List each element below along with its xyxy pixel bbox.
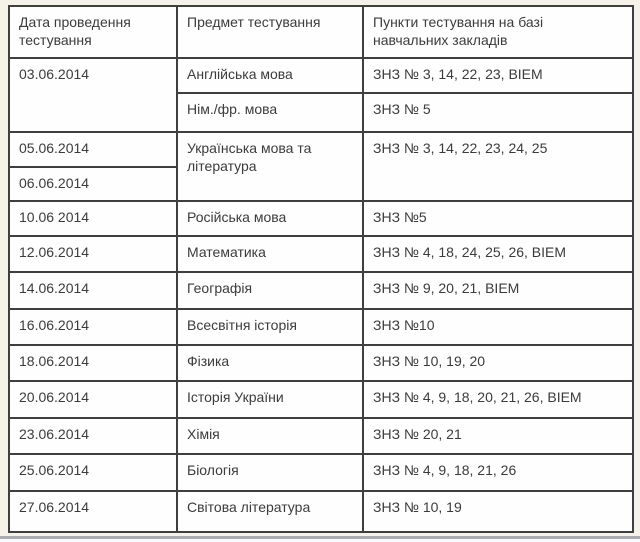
- date-cell: 06.06.2014: [9, 167, 177, 201]
- date-cell: 05.06.2014: [9, 132, 177, 167]
- date-cell: 03.06.2014: [9, 58, 177, 132]
- column-header-subject: Предмет тестування: [177, 6, 363, 58]
- date-cell: 20.06.2014: [9, 381, 177, 418]
- table-row: [9, 201, 633, 236]
- table-row: [9, 454, 633, 491]
- date-cell: 23.06.2014: [9, 418, 177, 454]
- points-cell: ЗНЗ №5: [363, 201, 633, 236]
- points-cell: ЗНЗ № 9, 20, 21, ВІЕМ: [363, 272, 633, 309]
- subject-cell: Історія України: [177, 381, 363, 418]
- points-cell: ЗНЗ № 4, 9, 18, 20, 21, 26, ВІЕМ: [363, 381, 633, 418]
- date-cell: 27.06.2014: [9, 491, 177, 532]
- points-cell: ЗНЗ № 10, 19, 20: [363, 345, 633, 381]
- subject-cell: Нім./фр. мова: [177, 93, 363, 132]
- date-cell: 14.06.2014: [9, 272, 177, 309]
- table-row: [9, 58, 633, 93]
- date-cell: 12.06.2014: [9, 236, 177, 272]
- points-cell: ЗНЗ № 4, 18, 24, 25, 26, ВІЕМ: [363, 236, 633, 272]
- subject-cell: Хімія: [177, 418, 363, 454]
- table-row: [9, 309, 633, 345]
- points-cell: ЗНЗ № 3, 14, 22, 23, 24, 25: [363, 132, 633, 201]
- table-row: [9, 236, 633, 272]
- points-cell: ЗНЗ № 4, 9, 18, 21, 26: [363, 454, 633, 491]
- subject-cell: Математика: [177, 236, 363, 272]
- date-cell: 25.06.2014: [9, 454, 177, 491]
- points-cell: ЗНЗ № 5: [363, 93, 633, 132]
- points-cell: ЗНЗ №10: [363, 309, 633, 345]
- points-cell: ЗНЗ № 20, 21: [363, 418, 633, 454]
- column-header-points: Пункти тестування на базі навчальних закладів: [363, 6, 633, 58]
- subject-cell: Англійська мова: [177, 58, 363, 93]
- points-cell: ЗНЗ № 10, 19: [363, 491, 633, 532]
- subject-cell: Біологія: [177, 454, 363, 491]
- subject-cell: Російська мова: [177, 201, 363, 236]
- table-row: [9, 491, 633, 532]
- date-cell: 18.06.2014: [9, 345, 177, 381]
- table-row: [9, 418, 633, 454]
- testing-schedule-table: [8, 5, 634, 533]
- subject-cell: Всесвітня історія: [177, 309, 363, 345]
- date-cell: 16.06.2014: [9, 309, 177, 345]
- table-header-row: [9, 6, 633, 58]
- points-cell: ЗНЗ № 3, 14, 22, 23, ВІЕМ: [363, 58, 633, 93]
- subject-cell: Фізика: [177, 345, 363, 381]
- date-cell: 10.06 2014: [9, 201, 177, 236]
- table-row: [9, 381, 633, 418]
- subject-cell: Географія: [177, 272, 363, 309]
- subject-cell: Українська мова та література: [177, 132, 363, 201]
- subject-cell: Світова література: [177, 491, 363, 532]
- table-row: [9, 345, 633, 381]
- table-row: [9, 132, 633, 167]
- table-row: [9, 272, 633, 309]
- column-header-date: Дата проведення тестування: [9, 6, 177, 58]
